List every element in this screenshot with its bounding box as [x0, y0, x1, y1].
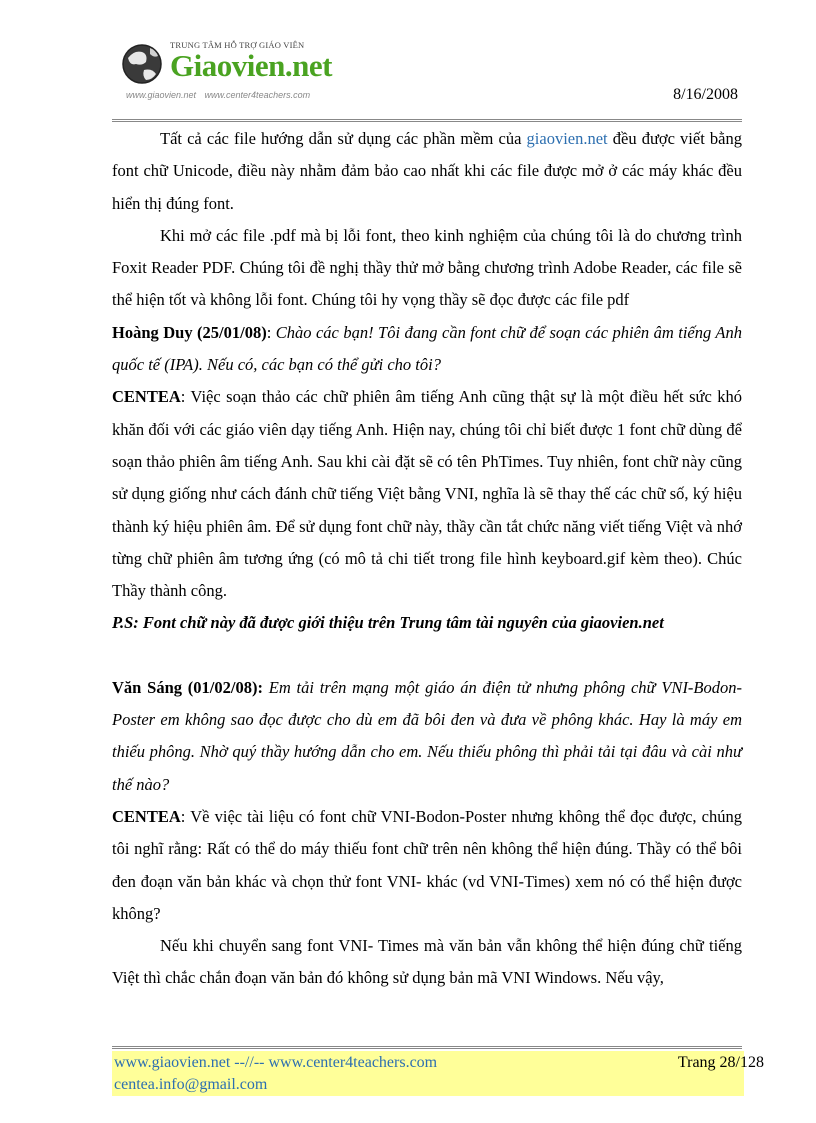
header-divider	[112, 119, 742, 122]
footer-links[interactable]: www.giaovien.net --//-- www.center4teachers.com	[114, 1054, 438, 1071]
page-number: Trang 28/128	[677, 1054, 764, 1071]
paragraph-pdf-tip: Khi mở các file .pdf mà bị lỗi font, theo kinh nghiệm của chúng tôi là do chương trình Foxit Reader PDF. Chúng tôi đề nghị thầy thử mở bằng chương trình Adobe Reader, các file sẽ thể hiện tốt và không lỗi font. Chúng tôi hy vọng thầy sẽ đọc được các file pdf	[112, 225, 742, 310]
logo-urls: www.giaovien.net www.center4teachers.com	[126, 90, 311, 100]
paragraph-last: Nếu khi chuyển sang font VNI- Times mà văn bản vẫn không thể hiện đúng chữ tiếng Việt thì chắc chắn đoạn văn bản đó không sử dụng bản mã VNI Windows. Nếu vậy,	[112, 936, 742, 988]
footer-divider	[112, 1046, 742, 1049]
spacer	[112, 640, 742, 672]
answer-text: : Về việc tài liệu có font chữ VNI-Bodon-Poster nhưng không thể đọc được, chúng tôi nghĩ rằng: Rất có thể do máy thiếu font chữ trên nên không thể hiện đúng. Thầy có thể bôi đen đoạn văn bản khác và chọn thử font VNI- khác (vd VNI-Times) xem nó có thể hiện được không?	[112, 806, 742, 923]
paragraph-intro: Tất cả các file hướng dẫn sử dụng các phần mềm của giaovien.net đều được viết bằng font chữ Unicode, điều này nhằm đảm bảo cao nhất khi các file được mở ở các máy khác đều hiển thị đúng font.	[112, 129, 742, 213]
question-van-sang	[112, 672, 742, 801]
answer-author: CENTEA	[112, 387, 181, 407]
globe-icon	[122, 40, 164, 86]
logo-org-name: TRUNG TÂM HỖ TRỢ GIÁO VIÊN	[170, 40, 305, 50]
question-author: Văn Sáng (01/02/08):	[112, 677, 263, 697]
header-date: 8/16/2008	[673, 86, 738, 103]
logo-wordmark: Giaovien.net	[170, 48, 332, 83]
postscript: P.S: Font chữ này đã được giới thiệu trên Trung tâm tài nguyên của giaovien.net	[112, 613, 664, 633]
answer-text: : Việc soạn thảo các chữ phiên âm tiếng Anh cũng thật sự là một điều hết sức khó khăn đối với các giáo viên dạy tiếng Anh. Hiện nay, chúng tôi chỉ biết được 1 font chữ dùng để soạn thảo phiên âm tiếng Anh. Sau khi cài đặt sẽ có tên PhTimes. Tuy nhiên, font chữ này cũng sử dụng giống như cách đánh chữ tiếng Việt bằng VNI, nghĩa là sẽ thay thế các chữ số, ký hiệu thành ký hiệu phiên âm. Để sử dụng font chữ này, thầy cần tắt chức năng viết tiếng Việt và nhớ từng chữ phiên âm tương ứng (có mô tả chi tiết trong file hình keyboard.gif kèm theo). Chúc Thầy thành công.	[112, 387, 742, 601]
footer-email[interactable]: centea.info@gmail.com	[114, 1076, 268, 1093]
answer-centea-1	[112, 381, 742, 607]
answer-centea-2	[112, 801, 742, 930]
giaovien-logo[interactable]	[118, 36, 418, 102]
question-text: Em tải trên mạng một giáo án điện tử nhưng phông chữ VNI-Bodon-Poster em không sao đọc được cho dù em đã bôi đen và đưa về phông khác. Hay là máy em thiếu phông. Nhờ quý thầy hướng dẫn cho em. Nếu thiếu phông thì phải tải tại đâu và cài như thế nào?	[112, 677, 743, 794]
page-header	[112, 34, 742, 120]
page-footer	[112, 1051, 764, 1096]
giaovien-link[interactable]: giaovien.net	[526, 129, 608, 148]
question-text: Chào các bạn! Tôi đang cần font chữ để soạn các phiên âm tiếng Anh quốc tế (IPA). Nếu có, các bạn có thể gửi cho tôi?	[112, 322, 742, 375]
answer-author: CENTEA	[112, 806, 181, 826]
question-hoang-duy: Hoàng Duy (25/01/08): Chào các bạn! Tôi đang cần font chữ để soạn các phiên âm tiếng Anh quốc tế (IPA). Nếu có, các bạn có thể gửi cho tôi?	[112, 322, 742, 375]
question-author: Hoàng Duy (25/01/08)	[112, 322, 267, 342]
document-body	[112, 123, 742, 995]
